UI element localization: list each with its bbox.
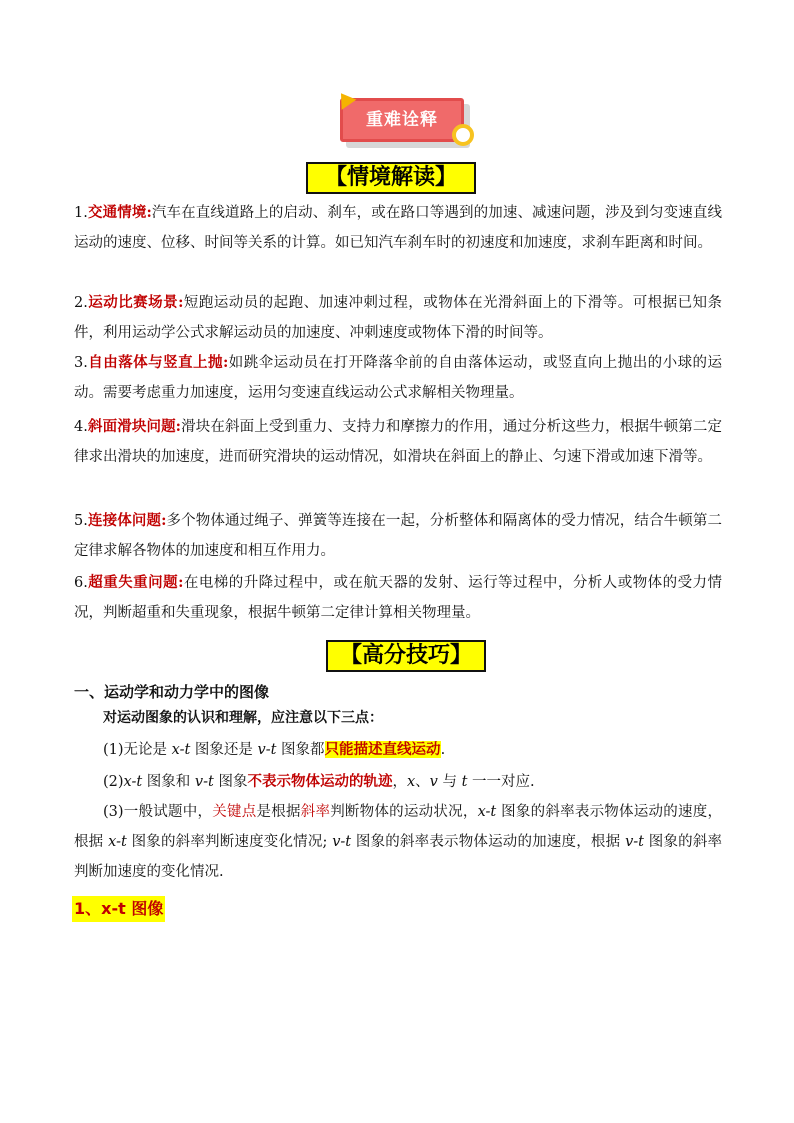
badge-label: 重难诠释 [340, 98, 464, 142]
list-item: 6.超重失重问题:在电梯的升降过程中，或在航天器的发射、运行等过程中，分析人或物体的受力情况，判断超重和失重现象，根据牛顿第二定律计算相关物理量。 [74, 574, 722, 621]
part-heading: 一、运动学和动力学中的图像 [74, 683, 270, 701]
subheading-xt-graph: 1、x-t 图像 [72, 896, 165, 922]
point-1: (1)无论是 x-t 图象还是 v-t 图象都只能描述直线运动. [103, 741, 446, 758]
section-badge [340, 98, 480, 154]
list-item: 5.连接体问题:多个物体通过绳子、弹簧等连接在一起，分析整体和隔离体的受力情况，结合牛顿第二定律求解各物体的加速度和相互作用力。 [74, 512, 722, 559]
ring-icon [452, 124, 474, 146]
list-item: 3.自由落体与竖直上抛:如跳伞运动员在打开降落伞前的自由落体运动，或竖直向上抛出的小球的运动。需要考虑重力加速度，运用匀变速直线运动公式求解相关物理量。 [74, 354, 723, 401]
intro-text: 对运动图象的认识和理解，应注意以下三点： [103, 710, 383, 726]
section-title-techniques: 【高分技巧】 [326, 640, 486, 672]
list-item: 2.运动比赛场景:短跑运动员的起跑、加速冲刺过程，或物体在光滑斜面上的下滑等。可根据已知条件，利用运动学公式求解运动员的加速度、冲刺速度或物体下滑的时间等。 [74, 294, 722, 341]
point-2: (2)x-t 图象和 v-t 图象不表示物体运动的轨迹，x、v 与 t 一一对应. [103, 773, 535, 790]
point-3: (3)一般试题中，关键点是根据斜率判断物体的运动状况，x-t 图象的斜率表示物体运动的速度，根据 x-t 图象的斜率判断速度变化情况; v-t 图象的斜率表示物体运动的加速度，根据 v-t 图象的斜率判断加速度的变化情况. [74, 804, 723, 880]
list-item: 1.交通情境:汽车在直线道路上的启动、刹车，或在路口等遇到的加速、减速问题，涉及到匀变速直线运动的速度、位移、时间等关系的计算。如已知汽车刹车时的初速度和加速度，求刹车距离和时间。 [74, 204, 723, 251]
section-title-scenarios: 【情境解读】 [306, 162, 476, 194]
list-item: 4.斜面滑块问题:滑块在斜面上受到重力、支持力和摩擦力的作用，通过分析这些力，根据牛顿第二定律求出滑块的加速度，进而研究滑块的运动情况，如滑块在斜面上的静止、匀速下滑或加速下滑等。 [74, 418, 722, 465]
